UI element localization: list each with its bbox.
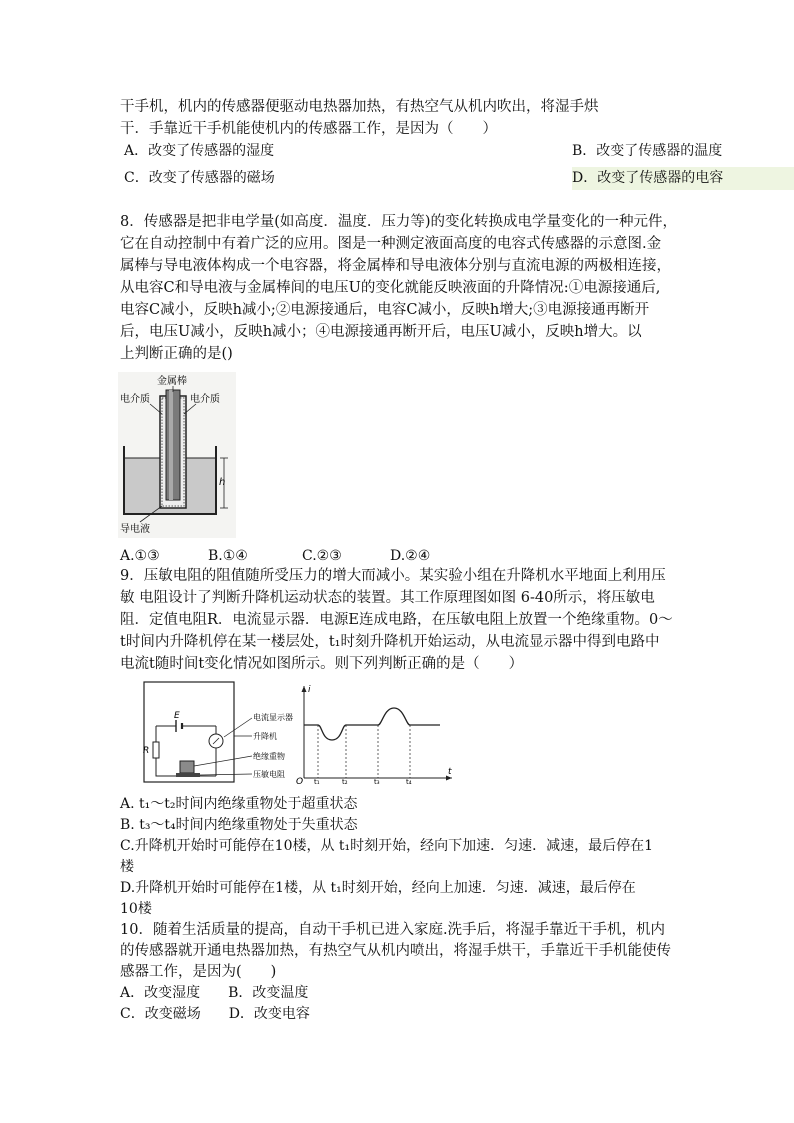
q8-text-line: 它在自动控制中有着广泛的应用。图是一种测定液面高度的电容式传感器的示意图.金 <box>120 236 662 252</box>
current-curve <box>304 708 440 740</box>
q7-option-a: A．改变了传感器的湿度 <box>124 143 275 159</box>
q8-text-line: 8．传感器是把非电学量(如高度．温度．压力等)的变化转换成电学量变化的一种元件， <box>120 214 678 230</box>
label-current-display: 电流显示器 <box>253 713 293 722</box>
q10-options-row: A．改变湿度 B．改变温度 <box>120 985 309 1001</box>
q9-text-line: 阻．定值电阻R．电流显示器．电源E连成电路，在压敏电阻上放置一个绝缘重物。0～ <box>120 612 673 628</box>
q8-text-line: 属棒与导电液体构成一个电容器，将金属棒和导电液体分别与直流电源的两极相连接， <box>120 258 671 274</box>
insulated-weight <box>180 761 194 773</box>
label-pressure-resistor: 压敏电阻 <box>253 770 285 779</box>
q9-text-line: t时间内升降机停在某一楼层处，t₁时刻升降机开始运动，从电流显示器中得到电路中 <box>120 634 660 650</box>
q8-text-line: 从电容C和导电液与金属棒间的电压U的变化就能反映液面的升降情况:①电源接通后, <box>120 280 661 296</box>
label-r: R <box>143 746 150 756</box>
label-metal-rod: 金属棒 <box>157 376 187 387</box>
resistor-r <box>153 742 159 758</box>
label-elevator: 升降机 <box>253 732 277 741</box>
q7-text-line: 干．手靠近干手机能使机内的传感器工作，是因为（ ） <box>120 121 497 137</box>
label-insulated-weight: 绝缘重物 <box>253 752 285 761</box>
q7-option-c: C．改变了传感器的磁场 <box>124 170 275 186</box>
label-h: h <box>219 477 226 488</box>
axis-label-i: i <box>308 685 311 695</box>
q8-text-line: 后，电压U减小，反映h减小；④电源接通再断开后，电压U减小，反映h增大。以 <box>120 324 642 340</box>
q10-text-line: 10．随着生活质量的提高，自动干手机已进入家庭.洗手后，将湿手靠近干手机，机内 <box>120 922 666 938</box>
q8-option-a: A.①③ <box>120 548 160 564</box>
tick-t4: t₄ <box>406 778 412 786</box>
q9-option-c: C.升降机开始时可能停在10楼，从 t₁时刻开始，经向下加速．匀速．减速，最后停在1 <box>120 838 654 854</box>
origin-label: O <box>296 777 304 786</box>
tick-t2: t₂ <box>342 778 348 786</box>
label-conductive-liquid: 导电液 <box>120 524 150 535</box>
q10-options-row: C．改变磁场 D．改变电容 <box>120 1006 310 1022</box>
label-e: E <box>174 711 180 721</box>
label-dielectric-right: 电介质 <box>190 394 220 405</box>
q8-option-c: C.②③ <box>302 548 342 564</box>
q9-option-b: B. t₃～t₄时间内绝缘重物处于失重状态 <box>120 817 358 833</box>
elevator-circuit-figure <box>142 680 458 786</box>
q9-text-line: 敏 电阻设计了判断升降机运动状态的装置。其工作原理图如图 6-40所示，将压敏电 <box>120 590 655 606</box>
tick-t1: t₁ <box>314 778 320 786</box>
q9-text-line: 9．压敏电阻的阻值随所受压力的增大而减小。某实验小组在升降机水平地面上利用压 <box>120 568 666 584</box>
q8-option-b: B.①④ <box>208 548 248 564</box>
q8-text-line: 电容C减小，反映h减小;②电源接通后，电容C减小，反映h增大;③电源接通再断开 <box>120 302 650 318</box>
q10-text-line: 感器工作，是因为( ) <box>120 964 277 980</box>
q7-option-d: D．改变了传感器的电容 <box>572 167 794 190</box>
q9-option-d-cont: 10楼 <box>120 901 152 917</box>
pressure-resistor <box>176 773 200 777</box>
label-dielectric-left: 电介质 <box>120 394 150 405</box>
axis-label-t: t <box>448 767 452 777</box>
q8-option-d: D.②④ <box>390 548 431 564</box>
q7-option-b: B．改变了传感器的温度 <box>572 143 723 159</box>
q10-text-line: 的传感器就开通电热器加热，有热空气从机内喷出，将湿手烘干，手靠近干手机能使传 <box>120 943 671 959</box>
capacitive-sensor-figure <box>118 372 236 538</box>
tick-t3: t₃ <box>374 778 380 786</box>
q9-option-d: D.升降机开始时可能停在1楼，从 t₁时刻开始，经向上加速．匀速．减速，最后停在 <box>120 880 636 896</box>
q7-text-line: 干手机，机内的传感器便驱动电热器加热，有热空气从机内吹出，将湿手烘 <box>120 99 599 115</box>
q9-option-a: A. t₁～t₂时间内绝缘重物处于超重状态 <box>120 796 358 812</box>
q9-option-c-cont: 楼 <box>120 859 134 875</box>
q9-text-line: 电流t随时间t变化情况如图所示。则下列判断正确的是（ ） <box>120 656 524 672</box>
q8-text-line: 上判断正确的是() <box>120 346 233 362</box>
